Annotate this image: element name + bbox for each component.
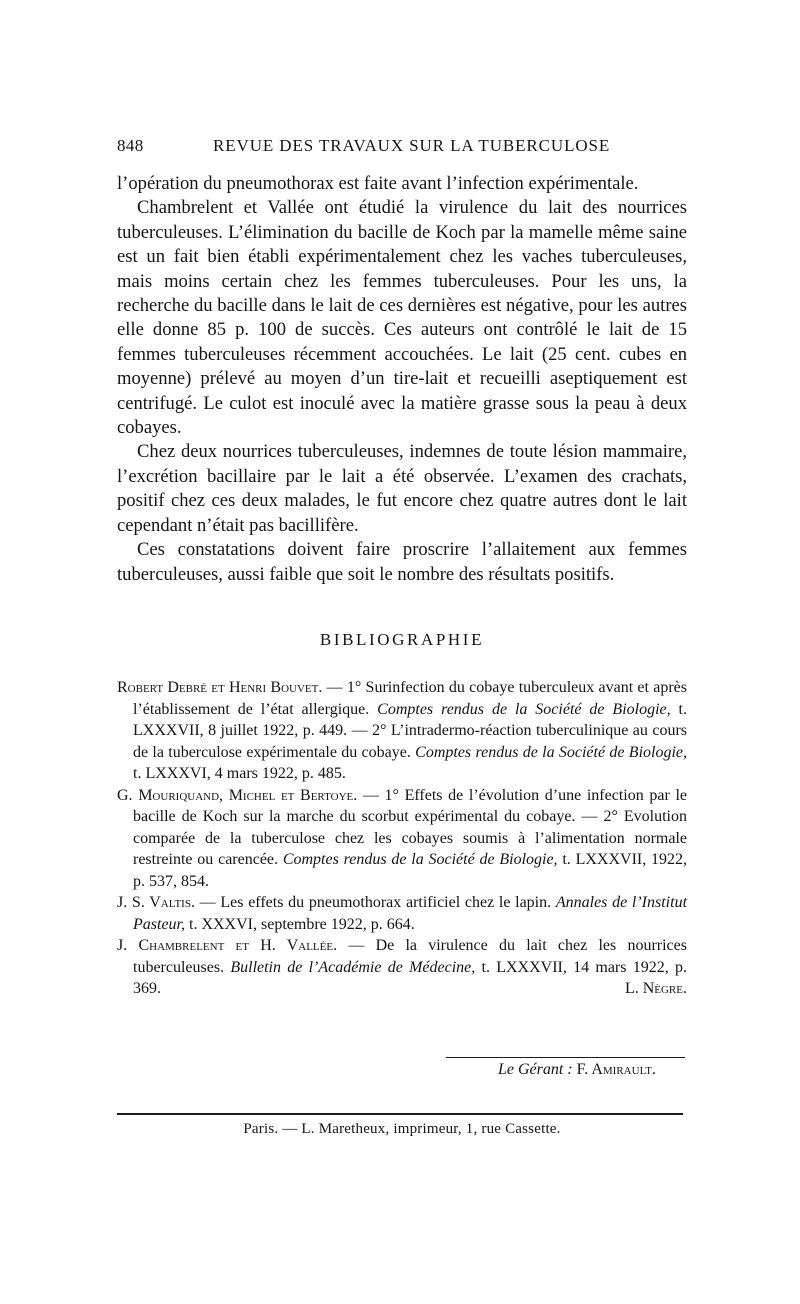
- entry-journal: Comptes rendus de la Société de Biologie,: [282, 851, 558, 868]
- paragraph-3: Chez deux nourrices tuberculeuses, indemnes de toute lésion mammaire, l’excrétion bacillaire par le lait a été observée. L’examen des crachats, positif chez ces deux malades, le fut encore chez quatre autres dont le lait cependant n’était pas bacillifère.: [117, 441, 687, 536]
- printer-imprint: Paris. — L. Maretheux, imprimeur, 1, rue Cassette.: [243, 1121, 561, 1137]
- entry-journal: Comptes rendus de la Société de Biologie,: [415, 743, 687, 761]
- running-head: [117, 136, 687, 160]
- entry-authors: J. S. Valtis.: [117, 894, 195, 911]
- bibliography-entry: [117, 935, 687, 1000]
- bibliography-entry: [117, 677, 687, 785]
- entry-text: t. XXXVI, septembre 1922, p. 664.: [185, 915, 415, 933]
- footer-rule: [117, 1113, 683, 1115]
- paragraph-4: Ces constatations doivent faire proscrire l’allaitement aux femmes tuberculeuses, aussi faible que soit le nombre des résultats positifs.: [117, 539, 687, 585]
- bibliography-entry: [117, 892, 687, 935]
- paragraph-2: Chambrelent et Vallée ont étudié la virulence du lait des nourrices tuberculeuses. L’élimination du bacille de Koch par la mamelle même saine est un fait bien établi expérimentalement chez les vaches tuberculeuses, mais moins certain chez les femmes tuberculeuses. Pour les uns, la recherche du bacille dans le lait de ces dernières est négative, pour les autres elle donne 85 p. 100 de succès. Ces auteurs ont contrôlé le lait de 15 femmes tuberculeuses récemment accouchées. Le lait (25 cent. cubes en moyenne) prélevé au moyen d’un tire-lait et recueilli aseptiquement est centrifugé. Le culot est inoculé avec la matière grasse sous la peau à deux cobayes.: [117, 197, 687, 439]
- bibliography-list: [117, 677, 687, 1000]
- entry-journal: Annales de l’Institut Pasteur,: [133, 894, 688, 933]
- entry-text: t. LXXXVII, 1922, p. 537, 854.: [133, 851, 688, 890]
- page-number: 848: [117, 136, 144, 155]
- running-title: REVUE DES TRAVAUX SUR LA TUBERCULOSE: [213, 136, 611, 155]
- entry-text: — 1° Effets de l’évolution d’une infection par le bacille de Koch sur la marche du scorbut expérimental du cobaye. — 2° Evolution comparée de la tuberculose chez les cobayes soumis à l’alimentation normale restreinte ou carencée.: [133, 786, 687, 868]
- entry-text: t. LXXXVII, 14 mars 1922, p. 369.: [133, 958, 688, 997]
- divider-rule: [446, 1057, 685, 1058]
- entry-journal: Bulletin de l’Académie de Médecine,: [230, 958, 476, 976]
- entry-authors: G. Mouriquand, Michel et Bertoye.: [117, 786, 358, 804]
- entry-text: t. LXXXVII, 8 juillet 1922, p. 449. — 2° L’intradermo-réaction tuberculinique au cours de la tuberculose expérimentale du cobaye.: [133, 700, 687, 761]
- gerant-label: Le Gérant :: [497, 1061, 573, 1078]
- entry-text: — De la virulence du lait chez les nourrices tuberculeuses.: [133, 937, 687, 976]
- entry-journal: Comptes rendus de la Société de Biologie,: [377, 700, 671, 718]
- entry-text: — Les effets du pneumothorax artificiel chez le lapin.: [194, 894, 556, 911]
- body-text: [117, 172, 687, 587]
- entry-authors: J. Chambrelent et H. Vallée.: [117, 937, 338, 954]
- bibliography-heading: BIBLIOGRAPHIE: [319, 630, 485, 649]
- author-signature: L. Nègre.: [624, 980, 687, 997]
- gerant-line: [446, 1061, 656, 1079]
- entry-text: — 1° Surinfection du cobaye tuberculeux avant et après l’établissement de l’état allergique.: [133, 679, 687, 718]
- entry-authors: Robert Debré et Henri Bouvet.: [117, 679, 323, 696]
- bibliography-entry: [117, 785, 687, 893]
- paragraph-1: l’opération du pneumothorax est faite avant l’infection expérimentale.: [117, 173, 639, 194]
- entry-text: t. LXXXVI, 4 mars 1922, p. 485.: [133, 765, 346, 782]
- gerant-name: F. Amirault.: [572, 1061, 656, 1078]
